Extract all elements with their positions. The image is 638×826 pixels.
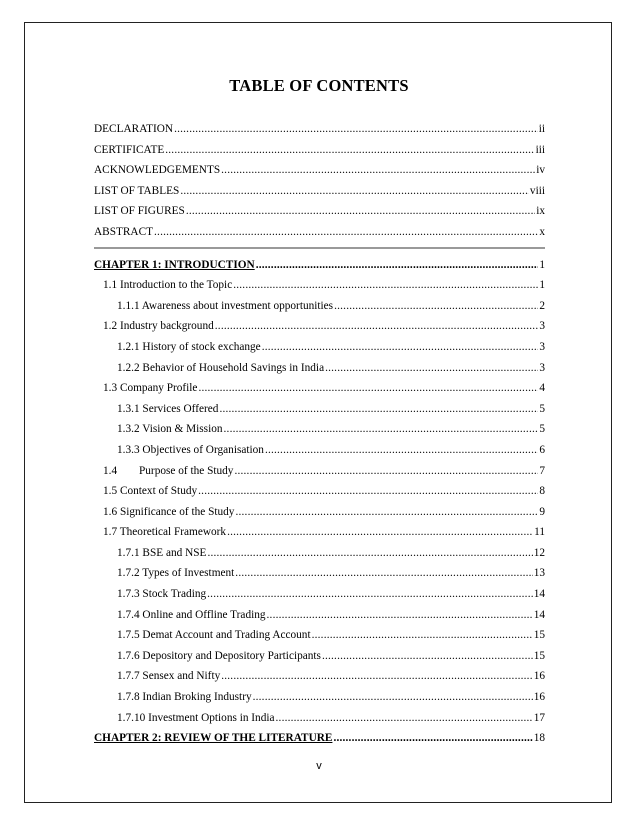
- toc-entry-page: iv: [536, 164, 545, 177]
- toc-entry-page: 5: [539, 423, 545, 436]
- toc-entry-label: 1.7.3 Stock Trading: [117, 588, 207, 601]
- toc-entry-page: 14: [533, 588, 545, 601]
- dot-leader: [322, 646, 533, 667]
- dot-leader: [333, 728, 532, 749]
- toc-entry-label: 1.6 Significance of the Study: [103, 505, 235, 518]
- dot-leader: [174, 119, 538, 140]
- toc-entry-label: ACKNOWLEDGEMENTS: [94, 164, 221, 177]
- toc-entry[interactable]: [94, 275, 545, 296]
- toc-entry[interactable]: [94, 461, 545, 482]
- dot-leader: [276, 708, 533, 729]
- table-of-contents: [94, 119, 545, 749]
- toc-entry-page: viii: [529, 184, 545, 197]
- toc-entry-label: 1.1.1 Awareness about investment opportunities: [117, 299, 334, 312]
- toc-entry-label: 1.7.10 Investment Options in India: [117, 711, 275, 724]
- toc-entry[interactable]: [94, 605, 545, 626]
- dot-leader: [235, 502, 538, 523]
- toc-entry-abstract[interactable]: [94, 222, 545, 243]
- dot-leader: [198, 481, 538, 502]
- toc-entry-page: x: [539, 225, 545, 238]
- toc-entry[interactable]: [94, 708, 545, 729]
- toc-entry-label: ABSTRACT: [94, 225, 154, 238]
- toc-entry-acknowledgements[interactable]: [94, 160, 545, 181]
- toc-entry-label: 1.3.2 Vision & Mission: [117, 423, 223, 436]
- dot-leader: [253, 687, 533, 708]
- toc-entry-label: LIST OF FIGURES: [94, 205, 185, 218]
- dot-leader: [256, 255, 539, 276]
- toc-entry-label: 1.7.8 Indian Broking Industry: [117, 691, 252, 704]
- toc-entry-certificate[interactable]: [94, 140, 545, 161]
- toc-entry-label: DECLARATION: [94, 123, 174, 135]
- toc-entry-label: 1.7.1 BSE and NSE: [117, 546, 207, 559]
- dot-leader: [207, 543, 532, 564]
- toc-entry[interactable]: [94, 296, 545, 317]
- toc-entry-page: 3: [539, 320, 545, 333]
- toc-entry-page: ii: [538, 123, 545, 135]
- toc-entry-page: 2: [539, 299, 545, 312]
- toc-entry-page: 3: [539, 340, 545, 353]
- toc-entry-declaration[interactable]: [94, 119, 545, 140]
- toc-entry[interactable]: [94, 625, 545, 646]
- toc-entry-label: 1.2 Industry background: [103, 320, 214, 333]
- toc-entry-page: 9: [539, 505, 545, 518]
- toc-entry[interactable]: [94, 646, 545, 667]
- toc-entry[interactable]: [94, 419, 545, 440]
- toc-entry[interactable]: [94, 666, 545, 687]
- page-number: v: [316, 760, 322, 772]
- dot-leader: [207, 584, 533, 605]
- toc-entry-list-of-figures[interactable]: [94, 201, 545, 222]
- toc-entry-label: 1.5 Context of Study: [103, 485, 198, 498]
- toc-entry-page: 5: [539, 402, 545, 415]
- dot-leader: [215, 316, 539, 337]
- toc-entry[interactable]: [94, 399, 545, 420]
- section-divider: [94, 247, 545, 249]
- dot-leader: [262, 337, 539, 358]
- toc-entry-page: 6: [539, 443, 545, 456]
- toc-entry-label: 1.3.3 Objectives of Organisation: [117, 443, 264, 456]
- dot-leader: [198, 378, 538, 399]
- dot-leader: [227, 522, 533, 543]
- dot-leader: [267, 605, 533, 626]
- toc-entry-label: 1.7.6 Depository and Depository Participants: [117, 649, 321, 662]
- dot-leader: [221, 160, 535, 181]
- toc-entry-label: LIST OF TABLES: [94, 184, 180, 197]
- toc-entry-label: 1.7.5 Demat Account and Trading Account: [117, 629, 311, 642]
- dot-leader: [180, 181, 529, 202]
- toc-entry[interactable]: [94, 584, 545, 605]
- dot-leader: [165, 140, 534, 161]
- toc-entry-page: 17: [533, 711, 545, 724]
- toc-entry-page: 11: [534, 526, 545, 539]
- toc-entry-text: Purpose of the Study: [139, 464, 234, 477]
- toc-entry-page: 16: [533, 670, 545, 683]
- toc-entry-page: 3: [539, 361, 545, 374]
- toc-entry[interactable]: [94, 378, 545, 399]
- toc-entry[interactable]: [94, 563, 545, 584]
- toc-entry-page: 16: [533, 691, 545, 704]
- toc-entry-page: 4: [539, 382, 545, 395]
- toc-entry-list-of-tables[interactable]: [94, 181, 545, 202]
- toc-entry-page: 1: [539, 258, 545, 271]
- toc-entry-page: 15: [533, 629, 545, 642]
- toc-entry-page: 1: [539, 279, 545, 292]
- toc-chapter-2[interactable]: [94, 728, 545, 749]
- toc-entry-page: 12: [533, 546, 545, 559]
- toc-entry-label: 1.7 Theoretical Framework: [103, 526, 227, 539]
- dot-leader: [233, 275, 538, 296]
- dot-leader: [234, 461, 538, 482]
- toc-entry[interactable]: [94, 316, 545, 337]
- toc-entry-label: 1.7.4 Online and Offline Trading: [117, 608, 266, 621]
- dot-leader: [221, 666, 532, 687]
- toc-entry-label: 1.7.7 Sensex and Nifty: [117, 670, 221, 683]
- toc-entry[interactable]: [94, 502, 545, 523]
- toc-chapter-1[interactable]: [94, 255, 545, 276]
- dot-leader: [186, 201, 535, 222]
- toc-entry-page: 18: [533, 732, 545, 745]
- toc-entry-page: 7: [539, 464, 545, 477]
- toc-entry-page: 8: [539, 485, 545, 498]
- dot-leader: [154, 222, 538, 243]
- toc-entry-number: 1.4: [103, 464, 118, 477]
- toc-entry[interactable]: [94, 687, 545, 708]
- toc-entry-label: 1.1 Introduction to the Topic: [103, 279, 233, 292]
- dot-leader: [312, 625, 533, 646]
- dot-leader: [224, 419, 539, 440]
- toc-entry-label: 1.3.1 Services Offered: [117, 402, 219, 415]
- toc-entry-label: 1.7.2 Types of Investment: [117, 567, 235, 580]
- toc-entry-page: iii: [535, 143, 545, 156]
- toc-entry[interactable]: [94, 522, 545, 543]
- toc-entry-page: 13: [533, 567, 545, 580]
- toc-entry[interactable]: [94, 543, 545, 564]
- toc-entry-label: [103, 461, 233, 482]
- toc-entry[interactable]: [94, 337, 545, 358]
- toc-entry[interactable]: [94, 481, 545, 502]
- toc-entry-page: 14: [533, 608, 545, 621]
- dot-leader: [235, 563, 532, 584]
- dot-leader: [334, 296, 538, 317]
- toc-entry-label: CHAPTER 1: INTRODUCTION: [94, 258, 255, 271]
- toc-entry-label: 1.3 Company Profile: [103, 382, 198, 395]
- dot-leader: [265, 440, 538, 461]
- dot-leader: [325, 358, 538, 379]
- toc-entry-page: 15: [533, 649, 545, 662]
- page-title: TABLE OF CONTENTS: [229, 76, 409, 95]
- toc-entry-label: 1.2.2 Behavior of Household Savings in India: [117, 361, 325, 374]
- toc-entry-page: ix: [536, 205, 545, 218]
- toc-entry-label: CERTIFICATE: [94, 143, 165, 156]
- dot-leader: [219, 399, 538, 420]
- toc-entry[interactable]: [94, 358, 545, 379]
- toc-entry-label: 1.2.1 History of stock exchange: [117, 340, 261, 353]
- toc-entry[interactable]: [94, 440, 545, 461]
- toc-entry-label: CHAPTER 2: REVIEW OF THE LITERATURE: [94, 732, 333, 745]
